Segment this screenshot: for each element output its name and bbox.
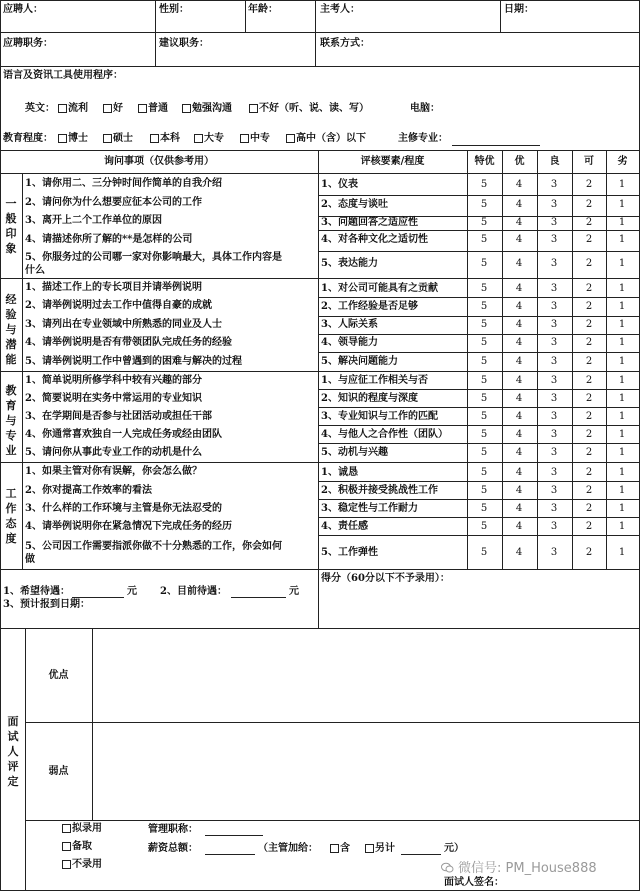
checkbox-icon (62, 824, 71, 833)
question-item: 5、请问你从事此专业工作的动机是什么 (25, 447, 202, 458)
checkbox-icon (138, 104, 147, 113)
question-item: 4、请举例说明是否有带领团队完成任务的经验 (25, 337, 232, 348)
question-item: 2、请举例说明过去工作中值得自豪的成就 (25, 300, 212, 311)
score-cell[interactable]: 3 (550, 283, 558, 294)
score-cell[interactable]: 3 (550, 199, 558, 210)
checkbox-icon (58, 104, 67, 113)
score-cell[interactable]: 5 (480, 234, 488, 245)
report-date-label: 3、预计报到日期： (3, 599, 90, 610)
section-label: 教育与专业 (5, 384, 17, 457)
criteria-header: 评核要素/程度 (360, 156, 425, 167)
score-cell[interactable]: 5 (480, 179, 488, 190)
score-cell[interactable]: 5 (480, 429, 488, 440)
criteria-item: 1、诚恳 (321, 467, 358, 478)
checkbox-icon (58, 134, 67, 143)
question-item: 5、你服务过的公司哪一家对你影响最大，具体工作内容是 (25, 252, 282, 263)
level-header: 特优 (474, 156, 495, 167)
score-cell[interactable]: 2 (585, 447, 593, 458)
score-cell[interactable]: 4 (515, 234, 523, 245)
examiner-label: 主考人： (320, 4, 360, 15)
score-cell[interactable]: 3 (550, 356, 558, 367)
criteria-item: 3、人际关系 (321, 319, 378, 330)
score-cell[interactable]: 3 (550, 258, 558, 269)
question-item: 4、请描述你所了解的**是怎样的公司 (25, 234, 193, 245)
score-cell[interactable]: 5 (480, 199, 488, 210)
score-cell[interactable]: 4 (515, 503, 523, 514)
education-label: 教育程度： (3, 133, 53, 144)
additional-amount-field[interactable] (401, 854, 441, 855)
score-cell[interactable]: 3 (550, 447, 558, 458)
question-item: 3、请列出在专业领域中所熟悉的同业及人士 (25, 319, 222, 330)
strengths-field[interactable] (93, 629, 638, 721)
score-label: 得分（60分以下不予录用）： (321, 573, 450, 584)
score-cell[interactable]: 4 (515, 217, 523, 228)
decision-option-standby[interactable]: 备取 (62, 841, 92, 853)
decision-option-reject[interactable]: 不录用 (62, 859, 102, 871)
score-cell[interactable]: 4 (515, 485, 523, 496)
salary-total-field[interactable] (205, 854, 255, 855)
score-cell[interactable]: 3 (550, 301, 558, 312)
question-item: 5、请举例说明工作中曾遇到的困难与解决的过程 (25, 356, 242, 367)
score-cell[interactable]: 1 (618, 393, 626, 404)
score-cell[interactable]: 1 (618, 485, 626, 496)
score-cell[interactable]: 4 (515, 301, 523, 312)
criteria-item: 2、知识的程度与深度 (321, 393, 418, 404)
english-option-basic[interactable]: 勉强沟通 (182, 103, 232, 115)
score-cell[interactable]: 3 (550, 217, 558, 228)
score-cell[interactable]: 2 (585, 356, 593, 367)
level-header: 可 (584, 156, 594, 167)
question-item: 2、请问你为什么想要应征本公司的工作 (25, 197, 202, 208)
criteria-item: 4、责任感 (321, 521, 368, 532)
score-cell[interactable]: 5 (480, 503, 488, 514)
score-cell[interactable]: 2 (585, 258, 593, 269)
score-cell[interactable]: 5 (480, 393, 488, 404)
criteria-item: 5、动机与兴趣 (321, 447, 388, 458)
score-cell[interactable]: 4 (515, 283, 523, 294)
question-item: 3、在学期间是否参与社团活动或担任干部 (25, 411, 212, 422)
english-option-fluent[interactable]: 流利 (58, 103, 88, 115)
wechat-icon (441, 859, 454, 872)
score-cell[interactable]: 4 (515, 547, 523, 558)
score-cell[interactable]: 5 (480, 375, 488, 386)
score-cell[interactable]: 5 (480, 485, 488, 496)
score-cell[interactable]: 1 (618, 411, 626, 422)
education-option-master[interactable]: 硕士 (103, 133, 133, 145)
score-cell[interactable]: 5 (480, 521, 488, 532)
score-cell[interactable]: 5 (480, 547, 488, 558)
position-label: 应聘职务： (3, 38, 53, 49)
strengths-label: 优点 (48, 670, 69, 681)
checkbox-icon (330, 844, 339, 853)
score-cell[interactable]: 1 (618, 356, 626, 367)
score-cell[interactable]: 3 (550, 234, 558, 245)
score-cell[interactable]: 2 (585, 485, 593, 496)
education-option-phd[interactable]: 博士 (58, 133, 88, 145)
score-cell[interactable]: 3 (550, 521, 558, 532)
expected-salary-field[interactable] (72, 597, 124, 598)
current-salary-label: 2、目前待遇： (160, 586, 227, 597)
questions-header: 询问事项（仅供参考用） (104, 156, 214, 167)
checkbox-icon (182, 104, 191, 113)
score-cell[interactable]: 5 (480, 319, 488, 330)
score-cell[interactable]: 3 (550, 319, 558, 330)
criteria-item: 2、态度与谈吐 (321, 199, 388, 210)
score-cell[interactable]: 1 (618, 217, 626, 228)
score-cell[interactable]: 3 (550, 467, 558, 478)
score-cell[interactable]: 5 (480, 337, 488, 348)
score-cell[interactable]: 1 (618, 234, 626, 245)
question-item: 1、如果主管对你有误解，你会怎么做？ (25, 466, 202, 477)
contact-label: 联系方式： (320, 38, 370, 49)
decision-option-hire[interactable]: 拟录用 (62, 823, 102, 835)
age-label: 年龄： (248, 4, 278, 15)
score-cell[interactable]: 4 (515, 393, 523, 404)
checkbox-icon (62, 842, 71, 851)
criteria-item: 4、与他人之合作性（团队） (321, 429, 448, 440)
additional-option[interactable]: 另计 (365, 843, 395, 855)
level-header: 良 (549, 156, 560, 167)
score-cell[interactable]: 4 (515, 375, 523, 386)
supervisor-add-label: （主管加给： (258, 843, 318, 854)
question-item: 3、什么样的工作环境与主管是你无法忍受的 (25, 503, 222, 514)
question-item: 1、简单说明所修学科中较有兴趣的部分 (25, 375, 202, 386)
score-cell[interactable]: 2 (585, 199, 593, 210)
score-cell[interactable]: 2 (585, 467, 593, 478)
question-item: 4、请举例说明你在紧急情况下完成任务的经历 (25, 521, 232, 532)
score-cell[interactable]: 5 (480, 447, 488, 458)
yuan-unit: 元 (289, 586, 299, 597)
weaknesses-field[interactable] (93, 723, 638, 819)
score-cell[interactable]: 4 (515, 447, 523, 458)
score-cell[interactable]: 2 (585, 234, 593, 245)
score-cell[interactable]: 3 (550, 375, 558, 386)
score-cell[interactable]: 5 (480, 258, 488, 269)
score-cell[interactable]: 5 (480, 411, 488, 422)
question-item: 2、你对提高工作效率的看法 (25, 485, 152, 496)
date-label: 日期： (504, 4, 534, 15)
criteria-item: 2、工作经验是否足够 (321, 301, 418, 312)
question-item: 做 (25, 554, 35, 565)
score-cell[interactable]: 3 (550, 503, 558, 514)
checkbox-icon (103, 134, 112, 143)
score-cell[interactable]: 3 (550, 179, 558, 190)
score-cell[interactable]: 3 (550, 547, 558, 558)
score-cell[interactable]: 5 (480, 467, 488, 478)
education-option-highschool[interactable]: 高中（含）以下 (286, 133, 366, 145)
score-cell[interactable]: 2 (585, 283, 593, 294)
score-cell[interactable]: 4 (515, 319, 523, 330)
section-label: 经验与潜能 (5, 293, 17, 366)
score-cell[interactable]: 2 (585, 393, 593, 404)
criteria-item: 3、专业知识与工作的匹配 (321, 411, 438, 422)
score-cell[interactable]: 4 (515, 337, 523, 348)
score-cell[interactable]: 2 (585, 375, 593, 386)
management-title-field[interactable] (205, 835, 263, 836)
score-cell[interactable]: 1 (618, 283, 626, 294)
score-cell[interactable]: 2 (585, 319, 593, 330)
criteria-item: 2、积极并接受挑战性工作 (321, 485, 438, 496)
score-cell[interactable]: 2 (585, 301, 593, 312)
score-cell[interactable]: 3 (550, 337, 558, 348)
score-cell[interactable]: 3 (550, 429, 558, 440)
english-option-poor[interactable]: 不好（听、说、读、写） (249, 103, 369, 115)
score-cell[interactable]: 2 (585, 521, 593, 532)
english-option-average[interactable]: 普通 (138, 103, 168, 115)
criteria-item: 1、仪表 (321, 179, 358, 190)
checkbox-icon (365, 844, 374, 853)
score-cell[interactable]: 4 (515, 521, 523, 532)
question-item: 5、公司因工作需要指派你做不十分熟悉的工作，你会如何 (25, 541, 282, 552)
education-option-technical[interactable]: 中专 (240, 133, 270, 145)
management-title-label: 管理职称： (148, 824, 198, 835)
score-cell[interactable]: 4 (515, 411, 523, 422)
weaknesses-label: 弱点 (48, 766, 69, 777)
score-cell[interactable]: 1 (618, 258, 626, 269)
computer-label: 电脑： (410, 103, 440, 114)
checkbox-icon (150, 134, 159, 143)
criteria-item: 1、与应征工作相关与否 (321, 375, 428, 386)
criteria-item: 5、解决问题能力 (321, 356, 398, 367)
checkbox-icon (249, 104, 258, 113)
score-cell[interactable]: 1 (618, 375, 626, 386)
score-cell[interactable]: 3 (550, 411, 558, 422)
score-cell[interactable]: 2 (585, 429, 593, 440)
checkbox-icon (286, 134, 295, 143)
score-cell[interactable]: 5 (480, 283, 488, 294)
question-item: 4、你通常喜欢独自一人完成任务或经由团队 (25, 429, 222, 440)
score-cell[interactable]: 3 (550, 485, 558, 496)
question-item: 2、简要说明在实务中常运用的专业知识 (25, 393, 202, 404)
score-cell[interactable]: 1 (618, 179, 626, 190)
checkbox-icon (103, 104, 112, 113)
current-salary-field[interactable] (231, 597, 286, 598)
suggested-position-label: 建议职务： (159, 38, 209, 49)
score-cell[interactable]: 4 (515, 467, 523, 478)
english-label: 英文： (25, 103, 55, 114)
gender-label: 性别： (159, 4, 189, 15)
score-cell[interactable]: 5 (480, 217, 488, 228)
score-cell[interactable]: 4 (515, 356, 523, 367)
major-label: 主修专业： (398, 133, 448, 144)
level-header: 优 (514, 156, 525, 167)
checkbox-icon (240, 134, 249, 143)
salary-total-label: 薪资总额： (148, 843, 198, 854)
score-cell[interactable]: 1 (618, 301, 626, 312)
checkbox-icon (194, 134, 203, 143)
score-cell[interactable]: 1 (618, 199, 626, 210)
score-cell[interactable]: 1 (618, 319, 626, 330)
criteria-item: 1、对公司可能具有之贡献 (321, 283, 438, 294)
watermark-text: 微信号: PM_House888 (458, 861, 597, 876)
major-underline[interactable] (452, 145, 540, 146)
contains-option[interactable]: 含 (330, 843, 350, 855)
criteria-item: 3、问题回答之适应性 (321, 217, 418, 228)
score-cell[interactable]: 1 (618, 447, 626, 458)
criteria-item: 4、对各种文化之适切性 (321, 234, 428, 245)
section-label: 一般印象 (5, 197, 17, 255)
yuan-unit: 元 (127, 586, 137, 597)
score-cell[interactable]: 2 (585, 547, 593, 558)
score-cell[interactable]: 1 (618, 547, 626, 558)
checkbox-icon (62, 860, 71, 869)
criteria-item: 3、稳定性与工作耐力 (321, 503, 418, 514)
question-item: 3、离开上二个工作单位的原因 (25, 215, 162, 226)
score-cell[interactable]: 1 (618, 503, 626, 514)
criteria-item: 4、领导能力 (321, 337, 378, 348)
score-cell[interactable]: 5 (480, 356, 488, 367)
score-cell[interactable]: 2 (585, 411, 593, 422)
score-cell[interactable]: 2 (585, 337, 593, 348)
criteria-item: 5、工作弹性 (321, 547, 378, 558)
yuan-close-label: 元） (444, 843, 464, 854)
score-cell[interactable]: 1 (618, 337, 626, 348)
score-cell[interactable]: 2 (585, 179, 593, 190)
score-cell[interactable]: 1 (618, 467, 626, 478)
score-cell[interactable]: 2 (585, 217, 593, 228)
score-cell[interactable]: 2 (585, 503, 593, 514)
applicant-label: 应聘人： (3, 4, 43, 15)
score-cell[interactable]: 1 (618, 521, 626, 532)
english-option-good[interactable]: 好 (103, 103, 123, 115)
evaluation-label: 面试人评定 (7, 715, 19, 788)
question-item: 什么 (25, 265, 45, 276)
score-cell[interactable]: 4 (515, 199, 523, 210)
interviewer-sign-label: 面试人签名： (444, 877, 504, 888)
score-cell[interactable]: 5 (480, 301, 488, 312)
score-cell[interactable]: 4 (515, 258, 523, 269)
education-option-bachelor[interactable]: 本科 (150, 133, 180, 145)
score-cell[interactable]: 4 (515, 179, 523, 190)
language-title: 语言及资讯工具使用程序： (3, 70, 123, 81)
score-cell[interactable]: 4 (515, 429, 523, 440)
criteria-item: 5、表达能力 (321, 258, 378, 269)
education-option-college[interactable]: 大专 (194, 133, 224, 145)
question-item: 1、请你用二、三分钟时间作简单的自我介绍 (25, 178, 222, 189)
section-label: 工作态度 (5, 487, 17, 545)
level-header: 劣 (617, 156, 628, 167)
question-item: 1、描述工作上的专长项目并请举例说明 (25, 282, 202, 293)
score-cell[interactable]: 1 (618, 429, 626, 440)
score-cell[interactable]: 3 (550, 393, 558, 404)
expected-salary-label: 1、希望待遇： (3, 586, 70, 597)
